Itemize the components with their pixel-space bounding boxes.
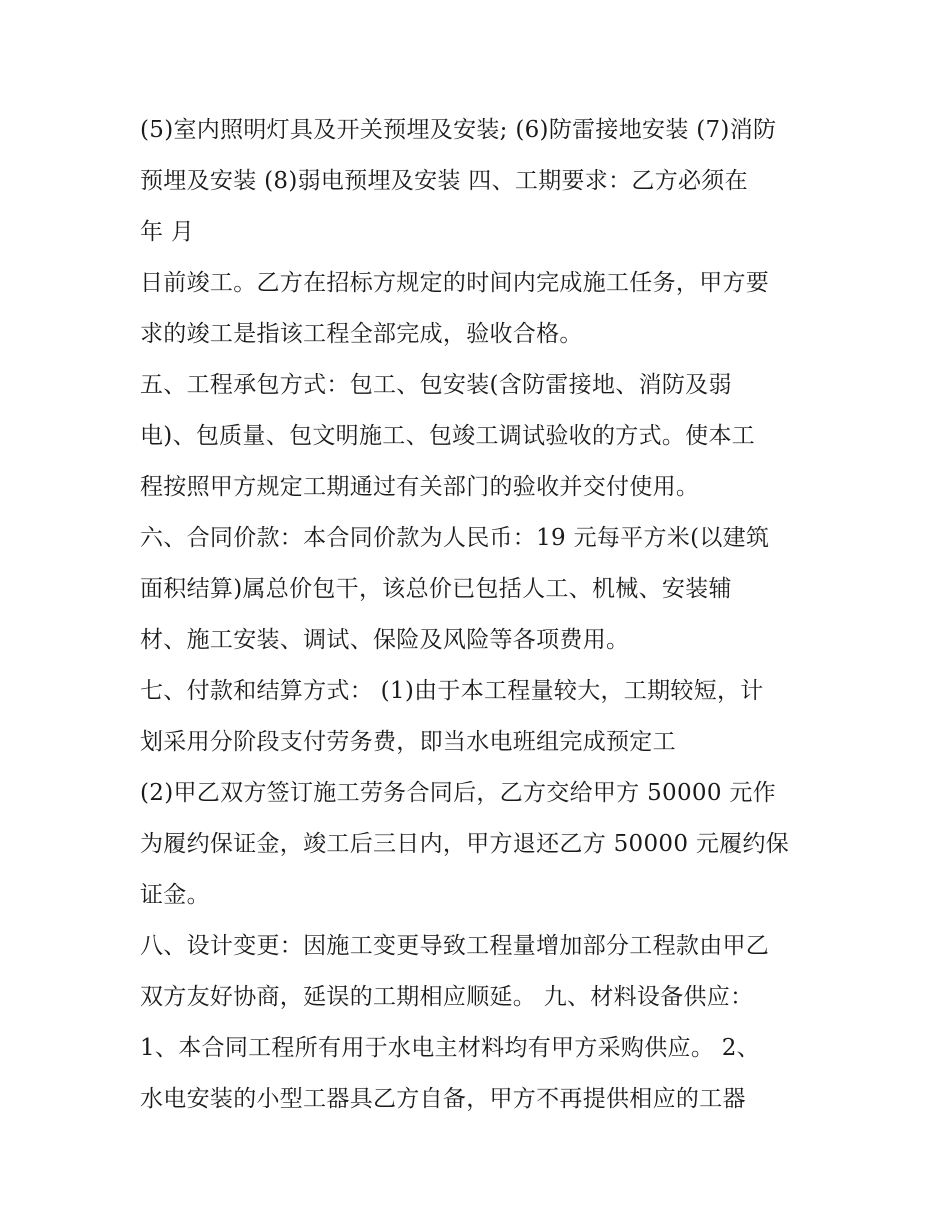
text-line: 程按照甲方规定工期通过有关部门的验收并交付使用。 — [140, 474, 700, 500]
text-line: 面积结算)属总价包干，该总价已包括人工、机械、安装辅 — [140, 576, 732, 602]
text-line: 双方友好协商，延误的工期相应顺延。 九、材料设备供应： — [140, 984, 754, 1010]
text-line: 求的竣工是指该工程全部完成，验收合格。 — [140, 321, 583, 347]
text-line: 划采用分阶段支付劳务费，即当水电班组完成预定工 — [140, 729, 676, 755]
text-line: 水电安装的小型工器具乙方自备，甲方不再提供相应的工器 — [140, 1086, 746, 1112]
text-line: 年 月 — [140, 219, 195, 245]
text-line: 六、合同价款：本合同价款为人民币：19 元每平方米(以建筑 — [140, 525, 770, 551]
text-line: 日前竣工。乙方在招标方规定的时间内完成施工任务，甲方要 — [140, 270, 770, 296]
text-line: 证金。 — [140, 882, 210, 908]
contract-text-body — [140, 105, 830, 1125]
text-line: 电)、包质量、包文明施工、包竣工调试验收的方式。使本工 — [140, 423, 756, 449]
text-line: 为履约保证金，竣工后三日内，甲方退还乙方 50000 元履约保 — [140, 831, 790, 857]
text-line: 材、施工安装、调试、保险及风险等各项费用。 — [140, 627, 630, 653]
text-line: (5)室内照明灯具及开关预埋及安装; (6)防雷接地安装 (7)消防 — [140, 117, 777, 143]
text-line: 七、付款和结算方式： (1)由于本工程量较大，工期较短，计 — [140, 678, 764, 704]
text-line: 五、工程承包方式：包工、包安装(含防雷接地、消防及弱 — [140, 372, 732, 398]
text-line: 八、设计变更：因施工变更导致工程量增加部分工程款由甲乙 — [140, 933, 770, 959]
text-line: 预埋及安装 (8)弱电预埋及安装 四、工期要求：乙方必须在 — [140, 168, 748, 194]
text-line: (2)甲乙双方签订施工劳务合同后，乙方交给甲方 50000 元作 — [140, 780, 776, 806]
text-line: 1、本合同工程所有用于水电主材料均有甲方采购供应。 2、 — [140, 1035, 760, 1061]
